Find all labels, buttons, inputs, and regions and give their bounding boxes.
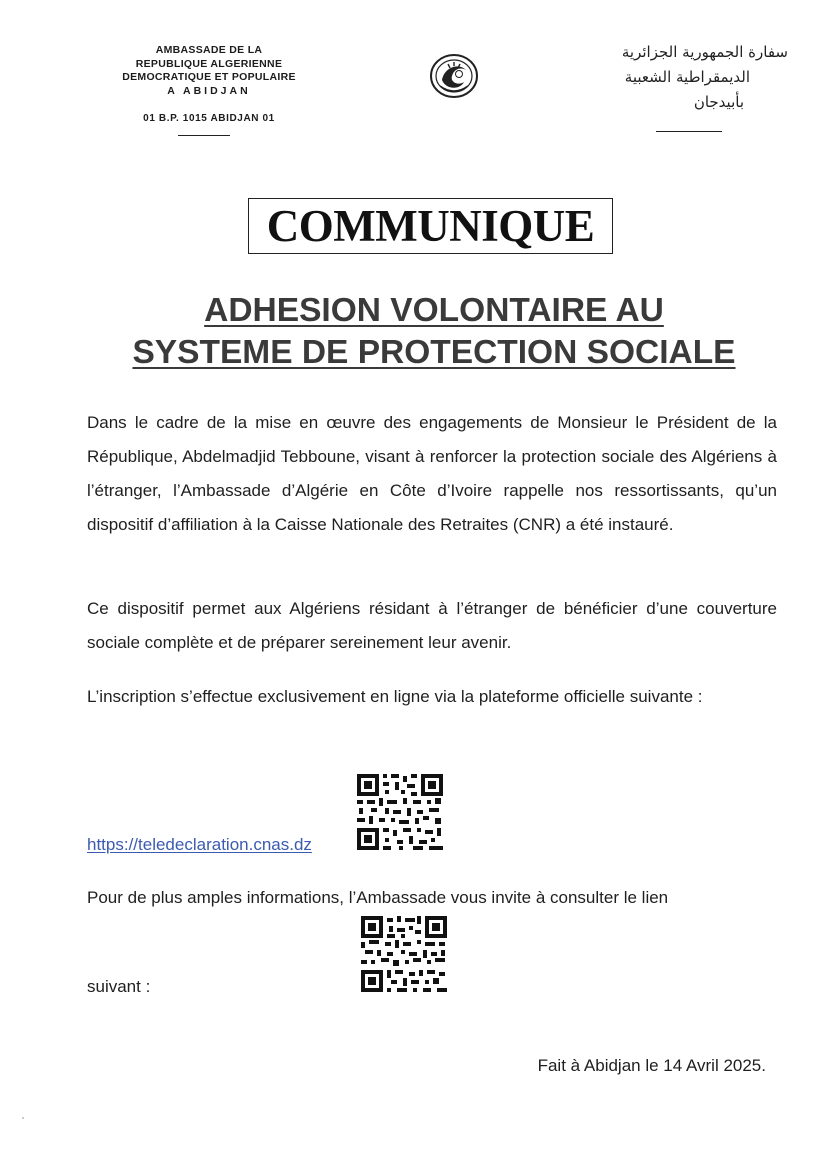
qr-code-2-graphic <box>361 916 447 992</box>
qr-code-icon <box>361 916 447 997</box>
algerian-emblem-icon <box>428 52 480 100</box>
header-ar-line-3: بأبيدجان <box>693 93 744 111</box>
title-line-2: SYSTEME DE PROTECTION SOCIALE <box>132 334 736 371</box>
header-ar-line-1: سفارة الجمهورية الجزائرية <box>621 43 788 61</box>
paragraph-3: L’inscription s’effectue exclusivement en ligne via la plateforme officielle suivante : <box>87 687 703 706</box>
document-title <box>60 290 808 374</box>
signoff-date: Fait à Abidjan le 14 Avril 2025. <box>537 1056 766 1075</box>
header-ar-underline <box>656 131 722 132</box>
communique-heading: COMMUNIQUE <box>248 198 613 254</box>
header-arabic-block <box>538 40 788 115</box>
paragraph-2: Ce dispositif permet aux Algériens résidant à l’étranger de bénéficier d’une couverture sociale complète et de préparer sereinement leur avenir. <box>87 599 777 652</box>
scan-speck <box>22 1117 24 1119</box>
qr-code-icon <box>357 774 443 855</box>
paragraph-4-end: suivant : <box>87 977 151 996</box>
header-ar-line-2: الديمقراطية الشعبية <box>624 68 750 86</box>
paragraph-1: Dans le cadre de la mise en œuvre des engagements de Monsieur le Président de la République, Abdelmadjid Tebboune, visant à renforcer la protection sociale des Algériens à l’étranger, l’Ambassade d’Algérie en Côte d’Ivoire rappelle nos ressortissants, qu’un dispositif d’affiliation à la Caisse Nationale des Retraites (CNR) a été instauré. <box>87 413 777 534</box>
header-fr-line-3: DEMOCRATIQUE ET POPULAIRE <box>122 71 296 83</box>
header-fr-line-2: REPUBLIQUE ALGERIENNE <box>135 57 283 70</box>
header-fr-line-4: A ABIDJAN <box>167 84 251 97</box>
qr-code-1-graphic <box>357 774 443 850</box>
header-fr-line-1: AMBASSADE DE LA <box>155 44 263 56</box>
header-french-block <box>84 44 334 126</box>
header-address: 01 B.P. 1015 ABIDJAN 01 <box>143 113 275 124</box>
title-line-1: ADHESION VOLONTAIRE AU <box>204 292 664 329</box>
header-fr-underline <box>178 135 230 136</box>
paragraph-4: Pour de plus amples informations, l’Ambassade vous invite à consulter le lien <box>87 888 669 907</box>
teledeclaration-link[interactable]: https://teledeclaration.cnas.dz <box>87 835 312 854</box>
